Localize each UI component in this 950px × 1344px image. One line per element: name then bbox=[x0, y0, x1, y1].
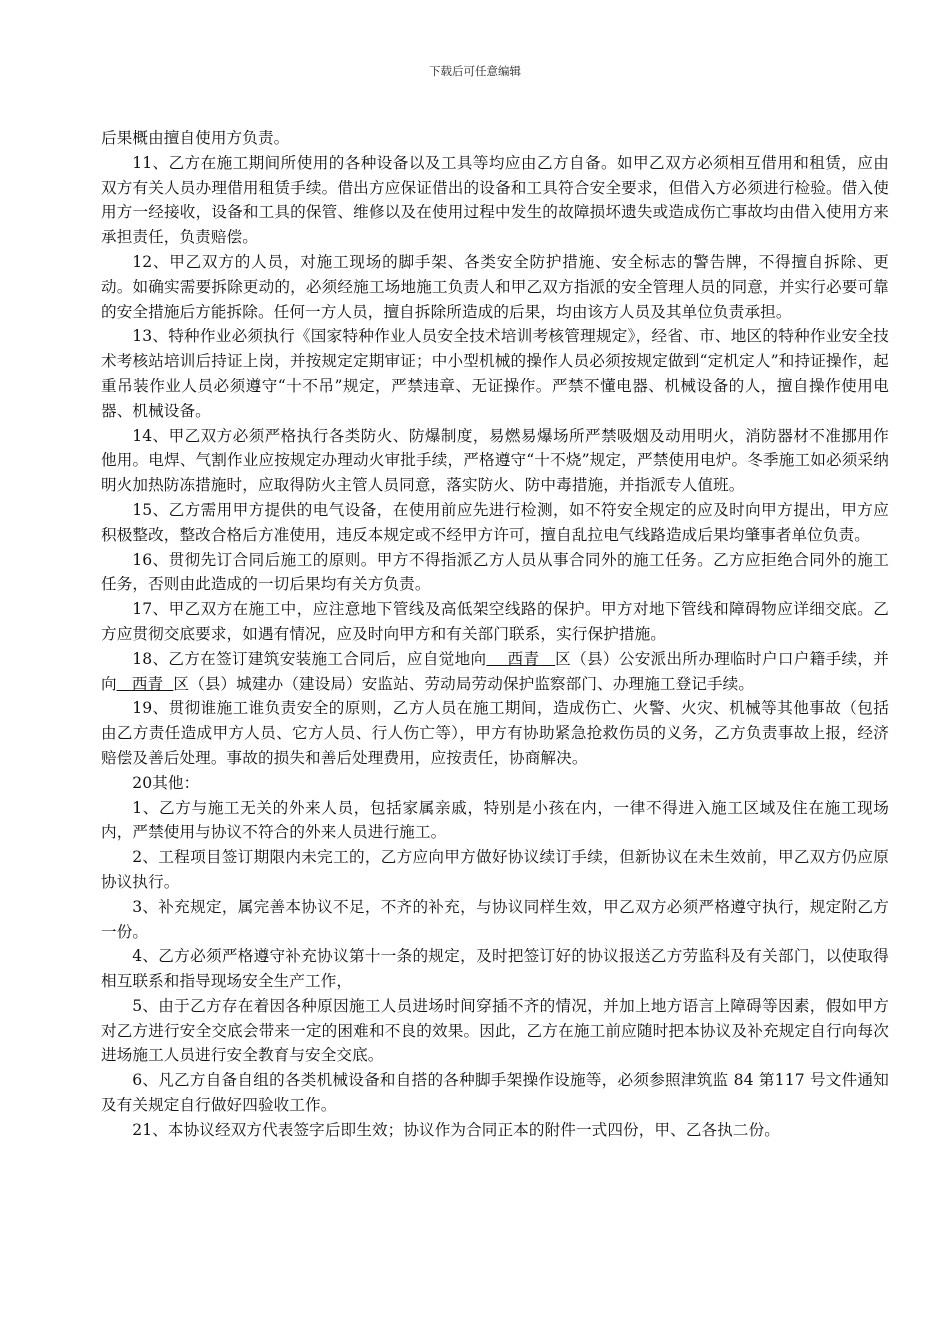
clause-12: 12、甲乙双方的人员，对施工现场的脚手架、各类安全防护措施、安全标志的警告牌，不得擅自拆除、更动。如确实需要拆除更动的，必须经施工场地施工负责人和甲乙双方指派的安全管理人员的同意，并实行必要可靠的安全措施后方能拆除。任何一方人员，擅自拆除所造成的后果，均由该方人员及其单位负责承担。 bbox=[101, 252, 889, 321]
clause-21: 21、本协议经双方代表签字后即生效；协议作为合同正本的附件一式四份，甲、乙各执二份。 bbox=[132, 1120, 780, 1139]
other-item-2: 2、工程项目签订期限内未完工的，乙方应向甲方做好协议续订手续，但新协议在未生效前，甲乙双方仍应原协议执行。 bbox=[101, 848, 889, 891]
clause-13: 13、特种作业必须执行《国家特种作业人员安全技术培训考核管理规定》，经省、市、地区的特种作业安全技术考核站培训后持证上岗，并按规定定期审证；中小型机械的操作人员必须按规定做到“定机定人”和持证操作，起重吊装作业人员必须遵守“十不吊”规定，严禁违章、无证操作。严禁不懂电器、机械设备的人，擅自操作使用电器、机械设备。 bbox=[101, 327, 889, 420]
clause-18-text-a: 18、乙方在签订建筑安装施工合同后，应自觉地向 bbox=[132, 649, 487, 668]
other-item-1: 1、乙方与施工无关的外来人员，包括家属亲戚，特别是小孩在内，一律不得进入施工区域及住在施工现场内，严禁使用与协议不符合的外来人员进行施工。 bbox=[101, 798, 889, 842]
clause-18-text-b: 区（县）公安派出所办理临时户口户籍手续，并向 bbox=[101, 649, 889, 693]
clause-20-heading: 20其他： bbox=[132, 773, 200, 792]
other-item-5: 5、由于乙方存在着因各种原因施工人员进场时间穿插不齐的情况，并加上地方语言上障碍等因素，假如甲方对乙方进行安全交底会带来一定的困难和不良的效果。因此，乙方在施工前应随时把本协议及补充规定自行向每次进场施工人员进行安全教育与安全交底。 bbox=[101, 996, 889, 1065]
other-item-3: 3、补充规定，属完善本协议不足，不齐的补充，与协议同样生效，甲乙双方必须严格遵守执行，规定附乙方一份。 bbox=[101, 897, 889, 941]
clause-18 bbox=[101, 647, 889, 697]
clause-17: 17、甲乙双方在施工中，应注意地下管线及高低架空线路的保护。甲方对地下管线和障碍物应详细交底。乙方应贯彻交底要求，如遇有情况，应及时向甲方和有关部门联系，实行保护措施。 bbox=[101, 600, 889, 643]
clause-11: 11、乙方在施工期间所使用的各种设备以及工具等均应由乙方自备。如甲乙双方必须相互借用和租赁，应由双方有关人员办理借用租赁手续。借出方应保证借出的设备和工具符合安全要求，但借入方必须进行检验。借入使用方一经接收，设备和工具的保管、维修以及在使用过程中发生的故障损坏遗失或造成伤亡事故均由借入使用方来承担责任，负责赔偿。 bbox=[101, 153, 889, 247]
clause-19: 19、贯彻谁施工谁负责安全的原则，乙方人员在施工期间，造成伤亡、火警、火灾、机械等其他事故（包括由乙方责任造成甲方人员、它方人员、行人伤亡等），甲方有协助紧急抢救伤员的义务，乙方负责事故上报，经济赔偿及善后处理。事故的损失和善后处理费用，应按责任，协商解决。 bbox=[101, 699, 889, 767]
district-name-2: 西青 bbox=[131, 674, 164, 693]
other-item-6: 6、凡乙方自备自组的各类机械设备和自搭的各种脚手架操作设施等，必须参照津筑监 84 第117 号文件通知及有关规定自行做好四验收工作。 bbox=[101, 1071, 889, 1115]
district-name-1: 西青 bbox=[507, 649, 540, 668]
paragraph-continuation: 后果概由擅自使用方负责。 bbox=[101, 129, 290, 147]
clause-18-text-c: 区（县）城建办（建设局）安监站、劳动局劳动保护监察部门、办理施工登记手续。 bbox=[173, 674, 755, 693]
other-item-4: 4、乙方必须严格遵守补充协议第十一条的规定，及时把签订好的协议报送乙方劳监科及有关部门，以使取得相互联系和指导现场安全生产工作， bbox=[101, 947, 889, 991]
clause-14: 14、甲乙双方必须严格执行各类防火、防爆制度，易燃易爆场所严禁吸烟及动用明火，消防器材不准挪用作他用。电焊、气割作业应按规定办理动火审批手续，严格遵守“十不烧”规定，严禁使用电炉。冬季施工如必须采纳明火加热防冻措施时，应取得防火主管人员同意，落实防火、防中毒措施，并指派专人值班。 bbox=[101, 426, 889, 495]
district-fill-in-2 bbox=[117, 675, 174, 693]
district-fill-in-1 bbox=[486, 650, 555, 668]
clause-15: 15、乙方需用甲方提供的电气设备，在使用前应先进行检测，如不符安全规定的应及时向甲方提出，甲方应积极整改，整改合格后方准使用，违反本规定或不经甲方许可，擅自乱拉电气线路造成后果均肇事者单位负责。 bbox=[101, 500, 889, 544]
page-header: 下载后可任意编辑 bbox=[429, 64, 521, 78]
clause-16: 16、贯彻先订合同后施工的原则。甲方不得指派乙方人员从事合同外的施工任务。乙方应拒绝合同外的施工任务，否则由此造成的一切后果均有关方负责。 bbox=[101, 550, 889, 594]
document-body bbox=[101, 126, 889, 1143]
